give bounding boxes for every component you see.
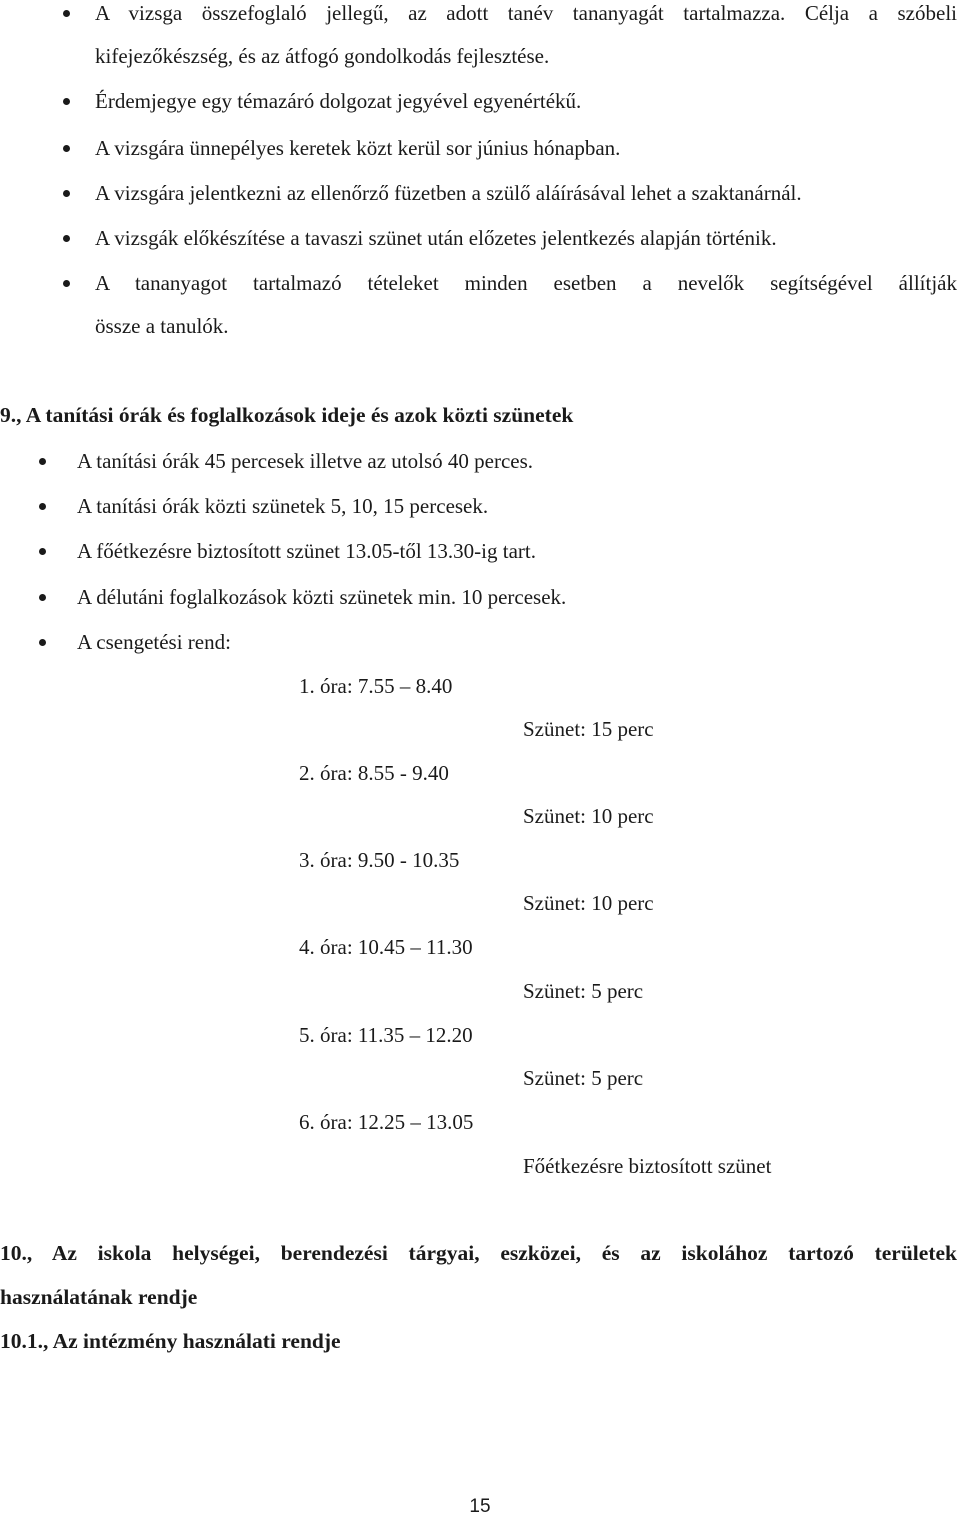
section-10-heading-continuation: használatának rendje xyxy=(0,1285,198,1309)
break-duration: Szünet: 5 perc xyxy=(523,979,644,1003)
list-item: A főétkezésre biztosított szünet 13.05-től 13.30-ig tart. xyxy=(77,541,536,562)
list-item: A tanítási órák 45 percesek illetve az utolsó 40 perces. xyxy=(77,451,533,472)
lesson-time: 4. óra: 10.45 – 11.30 xyxy=(299,935,473,959)
bullet-icon xyxy=(63,145,70,152)
list-item: A tananyagot tartalmazó tételeket minden esetben a nevelők segítségével állítják xyxy=(95,273,957,294)
bullet-icon xyxy=(39,503,46,510)
bullet-icon xyxy=(39,548,46,555)
break-duration: Szünet: 10 perc xyxy=(523,891,654,915)
section-10-heading: 10., Az iskola helységei, berendezési tárgyai, eszközei, és az iskolához tartozó területek xyxy=(0,1241,957,1265)
bullet-icon xyxy=(63,190,70,197)
list-item: A vizsga összefoglaló jellegű, az adott tanév tananyagát tartalmazza. Célja a szóbeli xyxy=(95,3,957,24)
break-duration: Szünet: 15 perc xyxy=(523,717,654,741)
list-item: A vizsgára ünnepélyes keretek közt kerül sor június hónapban. xyxy=(95,138,957,159)
lesson-time: 6. óra: 12.25 – 13.05 xyxy=(299,1110,474,1134)
page-number: 15 xyxy=(469,1496,491,1517)
list-item: A csengetési rend: xyxy=(77,632,231,653)
list-item-continuation: kifejezőkészség, és az átfogó gondolkodás fejlesztése. xyxy=(95,44,550,68)
lesson-time: 2. óra: 8.55 - 9.40 xyxy=(299,761,449,785)
bullet-icon xyxy=(63,280,70,287)
bullet-icon xyxy=(63,10,70,17)
lesson-time: 1. óra: 7.55 – 8.40 xyxy=(299,674,453,698)
break-duration: Szünet: 10 perc xyxy=(523,804,654,828)
list-item: A vizsgák előkészítése a tavaszi szünet után előzetes jelentkezés alapján történik. xyxy=(95,228,957,249)
bullet-icon xyxy=(39,458,46,465)
list-item: A vizsgára jelentkezni az ellenőrző füzetben a szülő aláírásával lehet a szaktanárnál. xyxy=(95,183,957,204)
list-item: A délutáni foglalkozások közti szünetek min. 10 percesek. xyxy=(77,587,566,608)
lesson-time: 5. óra: 11.35 – 12.20 xyxy=(299,1023,473,1047)
break-duration: Szünet: 5 perc xyxy=(523,1066,644,1090)
bullet-icon xyxy=(39,639,46,646)
section-10-1-heading: 10.1., Az intézmény használati rendje xyxy=(0,1329,341,1353)
bullet-icon xyxy=(39,594,46,601)
bullet-icon xyxy=(63,98,70,105)
list-item: A tanítási órák közti szünetek 5, 10, 15 percesek. xyxy=(77,496,488,517)
list-item-continuation: össze a tanulók. xyxy=(95,314,229,338)
break-duration: Főétkezésre biztosított szünet xyxy=(523,1154,772,1178)
section-9-heading: 9., A tanítási órák és foglalkozások ideje és azok közti szünetek xyxy=(0,403,574,427)
list-item: Érdemjegye egy témazáró dolgozat jegyével egyenértékű. xyxy=(95,91,957,112)
bullet-icon xyxy=(63,235,70,242)
lesson-time: 3. óra: 9.50 - 10.35 xyxy=(299,848,460,872)
